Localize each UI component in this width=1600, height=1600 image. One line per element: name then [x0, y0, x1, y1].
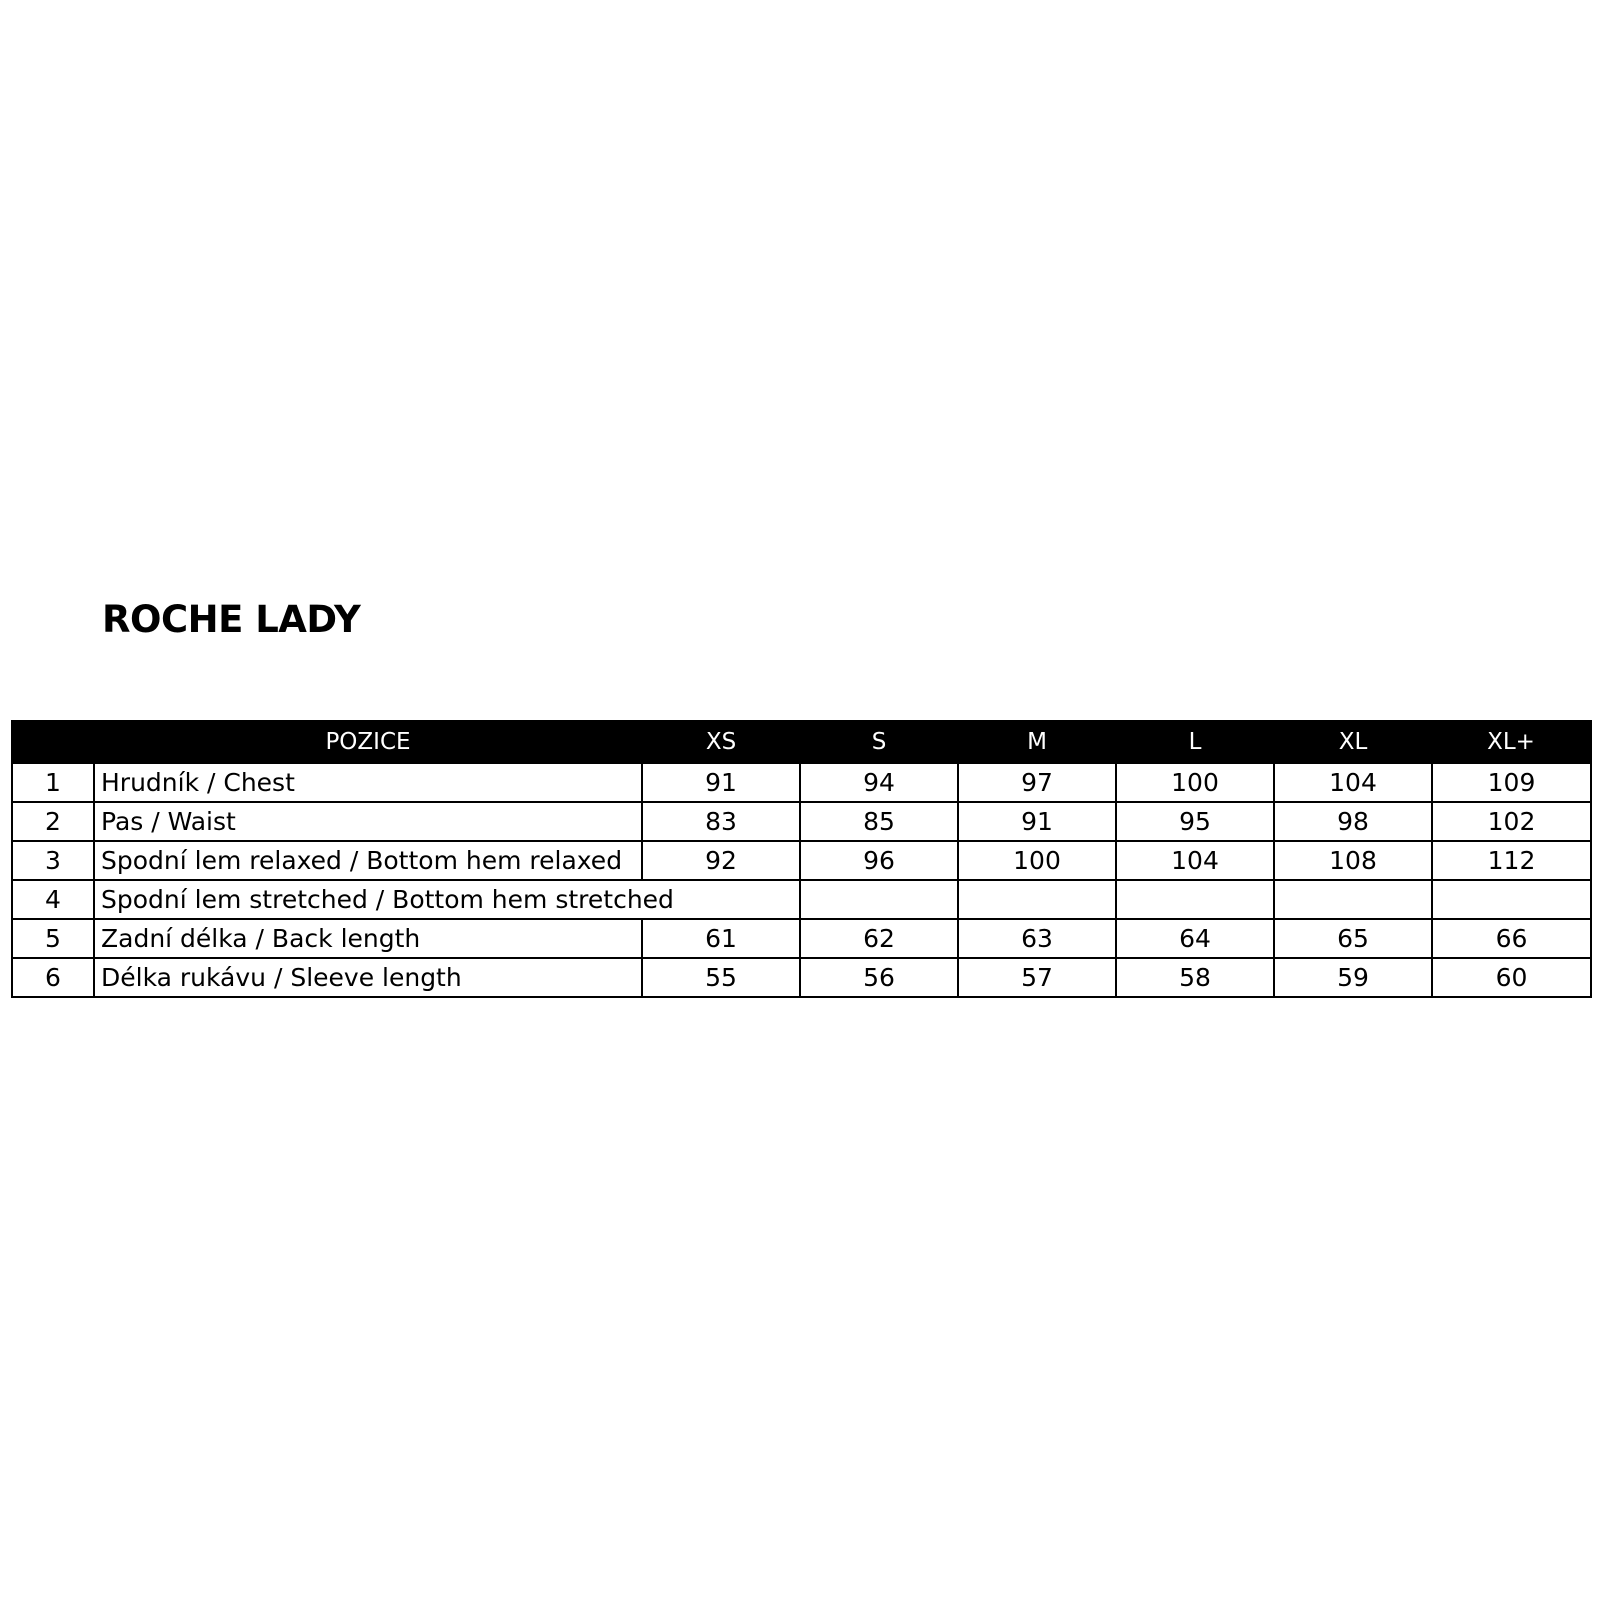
- row-value: 102: [1432, 802, 1591, 841]
- row-value: 59: [1274, 958, 1432, 997]
- row-value: 108: [1274, 841, 1432, 880]
- row-label: Zadní délka / Back length: [94, 919, 642, 958]
- row-value: 97: [958, 763, 1116, 802]
- header-size-m: M: [958, 721, 1116, 763]
- row-value: 100: [1116, 763, 1274, 802]
- row-value: 83: [642, 802, 800, 841]
- table-row: [12, 841, 1591, 880]
- header-size-xl: XL: [1274, 721, 1432, 763]
- row-value: 94: [800, 763, 958, 802]
- table-header-row: [12, 721, 1591, 763]
- row-label: Spodní lem stretched / Bottom hem stretched: [94, 880, 642, 919]
- row-value: 104: [1274, 763, 1432, 802]
- row-value: 112: [1432, 841, 1591, 880]
- row-value: 100: [958, 841, 1116, 880]
- row-value: 104: [1116, 841, 1274, 880]
- row-value: [800, 880, 958, 919]
- row-value: 61: [642, 919, 800, 958]
- row-label: Spodní lem relaxed / Bottom hem relaxed: [94, 841, 642, 880]
- table-row: [12, 919, 1591, 958]
- header-size-xs: XS: [642, 721, 800, 763]
- size-table: [11, 720, 1592, 998]
- header-position: POZICE: [94, 721, 642, 763]
- row-value: 55: [642, 958, 800, 997]
- row-number: 3: [12, 841, 94, 880]
- row-value: 60: [1432, 958, 1591, 997]
- row-value: 56: [800, 958, 958, 997]
- row-value: 63: [958, 919, 1116, 958]
- row-value: 57: [958, 958, 1116, 997]
- row-value: 91: [642, 763, 800, 802]
- table-row: [12, 802, 1591, 841]
- row-value: 91: [958, 802, 1116, 841]
- row-value: 98: [1274, 802, 1432, 841]
- page-title: ROCHE LADY: [102, 598, 361, 641]
- row-value: [1432, 880, 1591, 919]
- row-number: 6: [12, 958, 94, 997]
- row-label: Pas / Waist: [94, 802, 642, 841]
- row-label: Délka rukávu / Sleeve length: [94, 958, 642, 997]
- row-label: Hrudník / Chest: [94, 763, 642, 802]
- row-value: 85: [800, 802, 958, 841]
- header-size-l: L: [1116, 721, 1274, 763]
- row-value: 65: [1274, 919, 1432, 958]
- table-row: [12, 763, 1591, 802]
- table-row: [12, 958, 1591, 997]
- row-value: 92: [642, 841, 800, 880]
- row-number: 4: [12, 880, 94, 919]
- header-size-s: S: [800, 721, 958, 763]
- row-value: 62: [800, 919, 958, 958]
- row-value: [1274, 880, 1432, 919]
- row-number: 1: [12, 763, 94, 802]
- row-value: 58: [1116, 958, 1274, 997]
- row-value: [1116, 880, 1274, 919]
- row-number: 2: [12, 802, 94, 841]
- table-row: [12, 880, 1591, 919]
- row-value: 66: [1432, 919, 1591, 958]
- row-value: 96: [800, 841, 958, 880]
- row-value: 64: [1116, 919, 1274, 958]
- row-value: [958, 880, 1116, 919]
- header-number: [12, 721, 94, 763]
- row-value: 109: [1432, 763, 1591, 802]
- row-number: 5: [12, 919, 94, 958]
- row-value: 95: [1116, 802, 1274, 841]
- header-size-xl-plus: XL+: [1432, 721, 1591, 763]
